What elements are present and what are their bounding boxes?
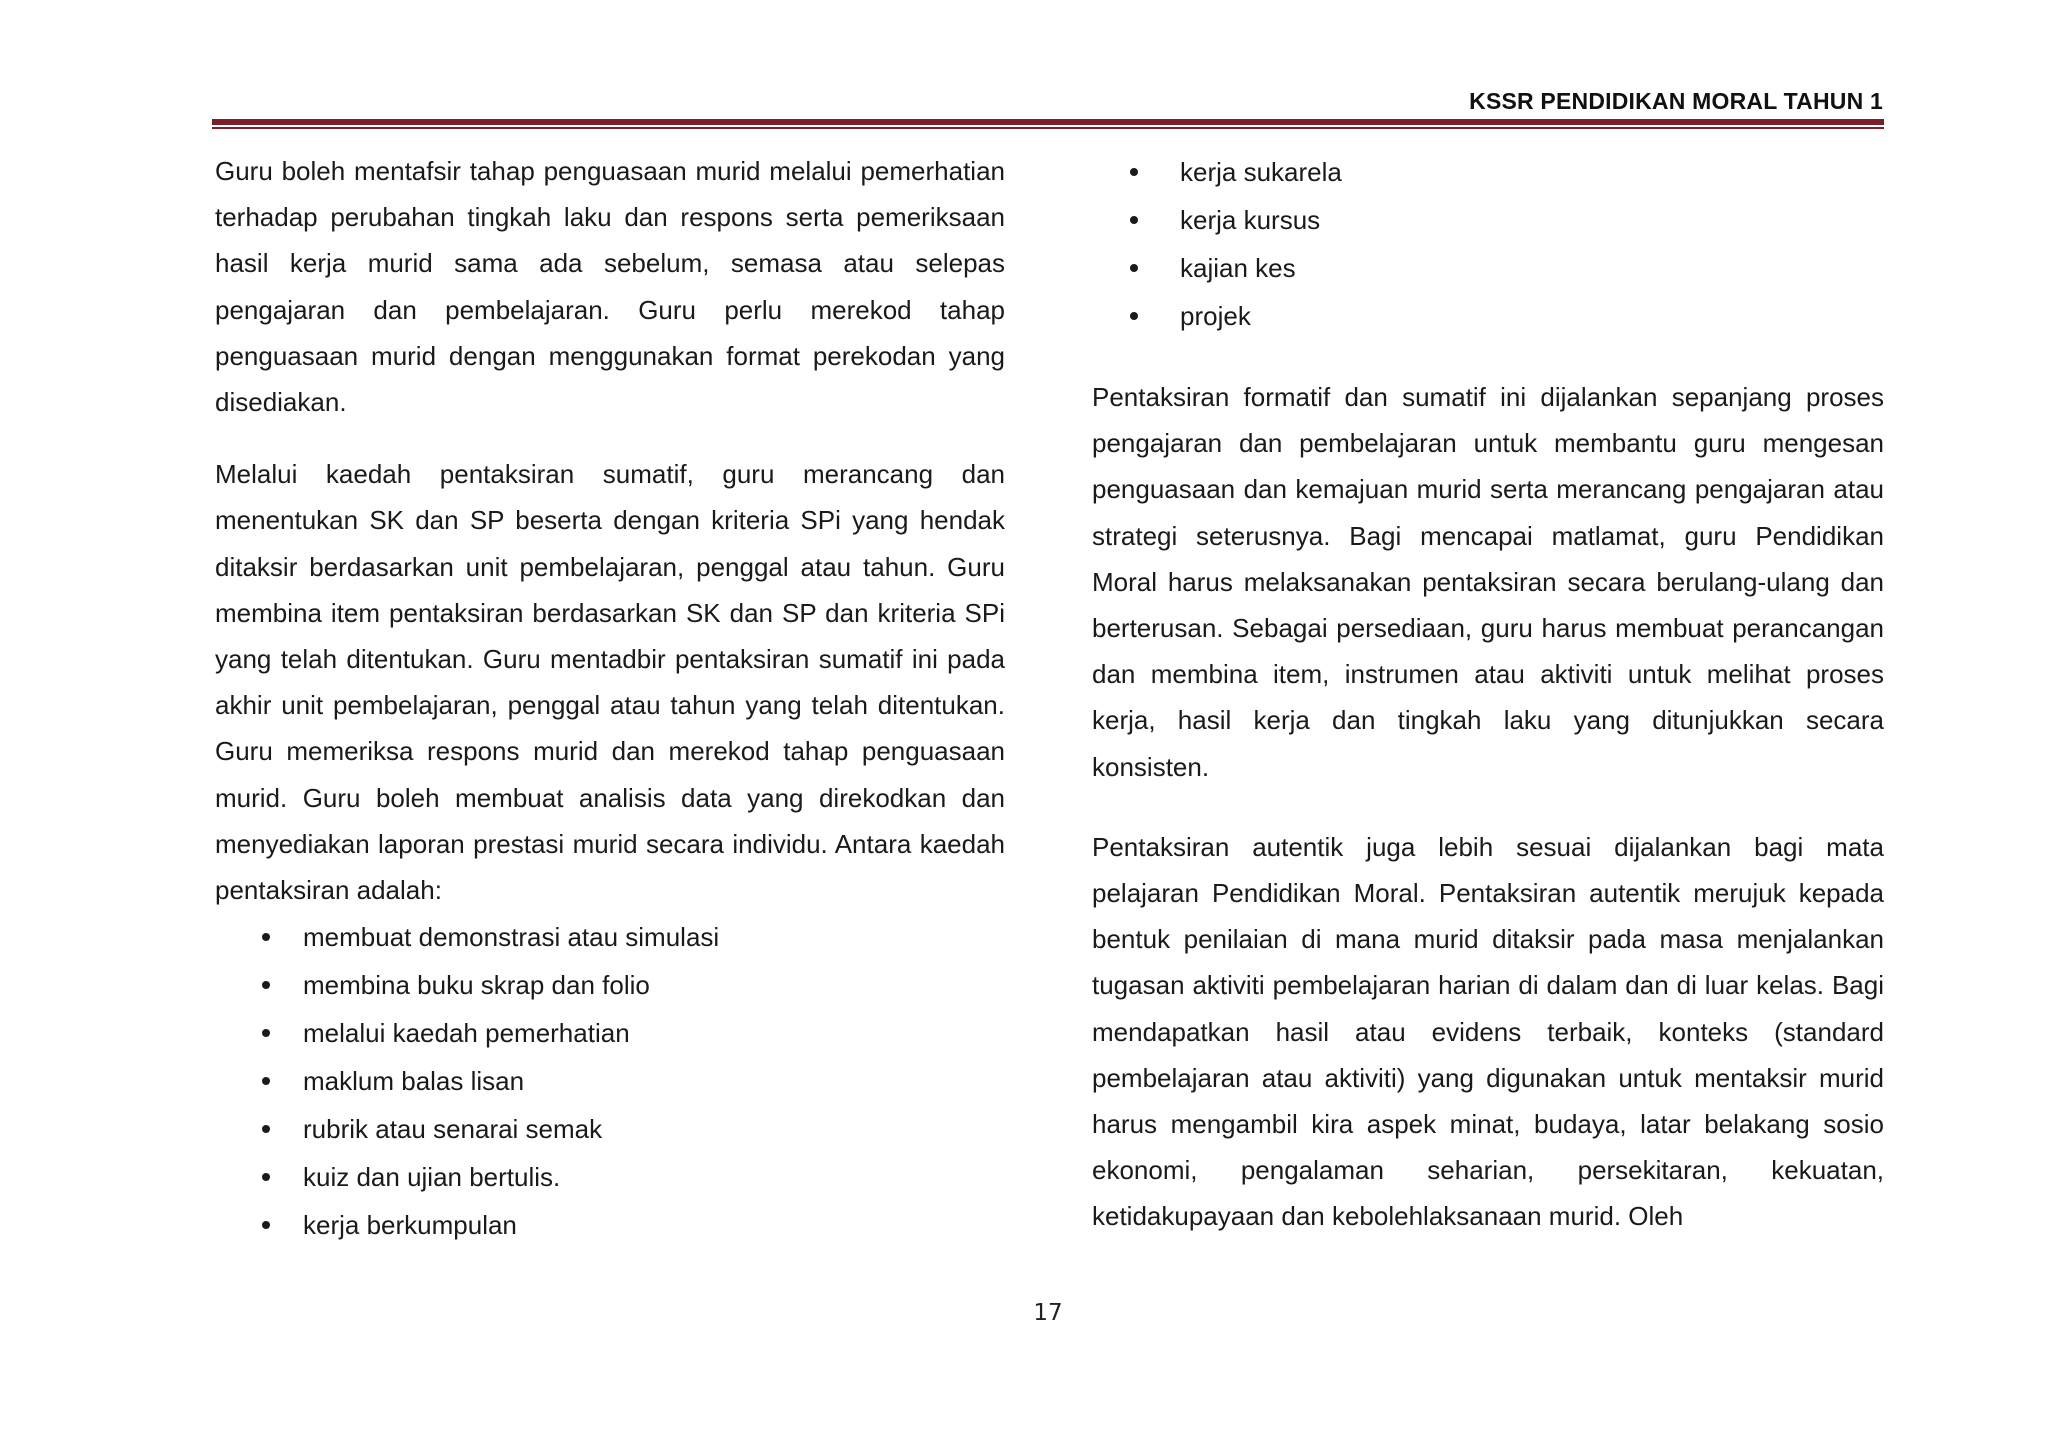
list-item bbox=[1092, 244, 1884, 292]
list-item-text: kerja sukarela bbox=[1180, 157, 1342, 187]
bullet-icon bbox=[262, 1221, 270, 1229]
list-item-text: maklum balas lisan bbox=[303, 1066, 525, 1097]
assessment-methods-list bbox=[215, 913, 1005, 1249]
document-title: KSSR PENDIDIKAN MORAL TAHUN 1 bbox=[1469, 88, 1883, 114]
list-item-text: melalui kaedah pemerhatian bbox=[303, 1018, 630, 1049]
list-item bbox=[1092, 148, 1884, 196]
page-number: 17 bbox=[1033, 1300, 1063, 1326]
list-item-text: kajian kes bbox=[1180, 253, 1296, 283]
list-item bbox=[1092, 292, 1884, 340]
bullet-icon bbox=[262, 933, 270, 941]
bullet-icon bbox=[262, 1029, 270, 1037]
list-item-text: kuiz dan ujian bertulis. bbox=[303, 1162, 561, 1193]
assessment-methods-list-continued bbox=[1092, 148, 1884, 340]
list-item bbox=[215, 1057, 1005, 1105]
list-item-text: kerja berkumpulan bbox=[303, 1210, 517, 1241]
bullet-icon bbox=[1130, 168, 1138, 176]
list-item bbox=[215, 961, 1005, 1009]
list-item-text: membuat demonstrasi atau simulasi bbox=[303, 922, 720, 953]
bullet-icon bbox=[262, 1077, 270, 1085]
list-item-text: rubrik atau senarai semak bbox=[303, 1114, 603, 1145]
list-item bbox=[215, 1009, 1005, 1057]
list-item bbox=[215, 1201, 1005, 1249]
paragraph: Pentaksiran autentik juga lebih sesuai dijalankan bagi mata pelajaran Pendidikan Moral. Pentaksiran autentik merujuk kepada bentuk penilaian di mana murid ditaksir pada masa menjalankan tugasan aktiviti pembelajaran harian di dalam dan di luar kelas. Bagi mendapatkan hasil atau evidens terbaik, konteks (standard pembelajaran atau aktiviti) yang digunakan untuk mentaksir murid harus mengambil kira aspek minat, budaya, latar belakang sosio ekonomi, pengalaman seharian, persekitaran, kekuatan, ketidakupayaan dan kebolehlaksanaan murid. Oleh bbox=[1092, 831, 1884, 1232]
list-item-text: membina buku skrap dan folio bbox=[303, 970, 650, 1001]
header-divider bbox=[212, 119, 1884, 129]
bullet-icon bbox=[262, 1125, 270, 1133]
bullet-icon bbox=[1130, 264, 1138, 272]
paragraph: Pentaksiran formatif dan sumatif ini dijalankan sepanjang proses pengajaran dan pembelajaran untuk membantu guru mengesan penguasaan dan kemajuan murid serta merancang pengajaran atau strategi seterusnya. Bagi mencapai matlamat, guru Pendidikan Moral harus melaksanakan pentaksiran secara berulang-ulang dan berterusan. Sebagai persediaan, guru harus membuat perancangan dan membina item, instrumen atau aktiviti untuk melihat proses kerja, hasil kerja dan tingkah laku yang ditunjukkan secara konsisten. bbox=[1092, 382, 1884, 782]
left-column bbox=[215, 148, 1005, 1249]
list-item bbox=[215, 1153, 1005, 1201]
list-item bbox=[215, 1105, 1005, 1153]
header-divider-thin bbox=[212, 127, 1884, 129]
list-item-text: projek bbox=[1180, 301, 1251, 331]
bullet-icon bbox=[262, 1173, 270, 1181]
right-column bbox=[1092, 148, 1884, 1240]
header-divider-thick bbox=[212, 119, 1884, 125]
list-item bbox=[1092, 196, 1884, 244]
paragraph: Guru boleh mentafsir tahap penguasaan murid melalui pemerhatian terhadap perubahan tingkah laku dan respons serta pemeriksaan hasil kerja murid sama ada sebelum, semasa atau selepas pengajaran dan pembelajaran. Guru perlu merekod tahap penguasaan murid dengan menggunakan format perekodan yang disediakan. bbox=[215, 156, 1005, 418]
bullet-icon bbox=[1130, 216, 1138, 224]
paragraph: Melalui kaedah pentaksiran sumatif, guru merancang dan menentukan SK dan SP beserta dengan kriteria SPi yang hendak ditaksir berdasarkan unit pembelajaran, penggal atau tahun. Guru membina item pentaksiran berdasarkan SK dan SP dan kriteria SPi yang telah ditentukan. Guru mentadbir pentaksiran sumatif ini pada akhir unit pembelajaran, penggal atau tahun yang telah ditentukan. Guru memeriksa respons murid dan merekod tahap penguasaan murid. Guru boleh membuat analisis data yang direkodkan dan menyediakan laporan prestasi murid secara individu. Antara kaedah pentaksiran adalah: bbox=[215, 459, 1005, 906]
list-item-text: kerja kursus bbox=[1180, 205, 1321, 235]
bullet-icon bbox=[1130, 312, 1138, 320]
bullet-icon bbox=[262, 981, 270, 989]
list-item bbox=[215, 913, 1005, 961]
